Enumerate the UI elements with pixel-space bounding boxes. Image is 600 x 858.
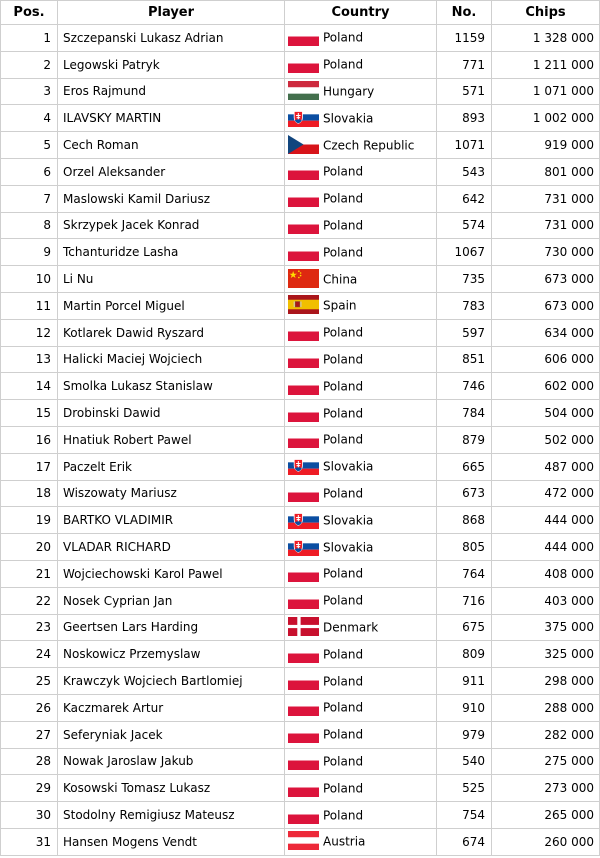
country-cell (285, 373, 437, 400)
country-name: Poland (323, 674, 364, 689)
country-name: Poland (323, 30, 364, 45)
poland-flag-icon (288, 429, 319, 448)
player-number-cell: 735 (437, 266, 492, 293)
chip-count-cell: 634 000 (492, 319, 600, 346)
player-name-cell: Seferyniak Jacek (58, 721, 285, 748)
poland-flag-icon (288, 242, 319, 261)
chip-count-cell: 444 000 (492, 534, 600, 561)
poland-flag-icon (288, 483, 319, 502)
player-number-cell: 771 (437, 51, 492, 78)
player-number-cell: 805 (437, 534, 492, 561)
table-row (1, 346, 600, 373)
spain-flag-icon (288, 295, 319, 314)
chip-count-cell: 1 002 000 (492, 105, 600, 132)
position-cell: 14 (1, 373, 58, 400)
position-cell: 2 (1, 51, 58, 78)
country-name: Hungary (323, 84, 375, 99)
position-cell: 4 (1, 105, 58, 132)
country-cell (285, 694, 437, 721)
table-row (1, 721, 600, 748)
table-row (1, 748, 600, 775)
country-cell (285, 185, 437, 212)
player-name-cell: Martin Porcel Miguel (58, 292, 285, 319)
table-row (1, 507, 600, 534)
poland-flag-icon (288, 349, 319, 368)
table-row (1, 641, 600, 668)
player-name-cell: Geertsen Lars Harding (58, 614, 285, 641)
country-name: Poland (323, 593, 364, 608)
country-cell (285, 319, 437, 346)
player-number-cell: 809 (437, 641, 492, 668)
country-cell (285, 587, 437, 614)
country-name: Slovakia (323, 111, 374, 126)
country-cell (285, 132, 437, 159)
position-cell: 28 (1, 748, 58, 775)
poland-flag-icon (288, 778, 319, 797)
position-cell: 18 (1, 480, 58, 507)
chip-count-cell: 260 000 (492, 828, 600, 855)
player-number-cell: 574 (437, 212, 492, 239)
poland-flag-icon (288, 215, 319, 234)
table-row (1, 132, 600, 159)
player-name-cell: Skrzypek Jacek Konrad (58, 212, 285, 239)
player-number-cell: 910 (437, 694, 492, 721)
country-cell (285, 292, 437, 319)
player-name-cell: Eros Rajmund (58, 78, 285, 105)
player-number-cell: 746 (437, 373, 492, 400)
player-number-cell: 665 (437, 453, 492, 480)
position-cell: 31 (1, 828, 58, 855)
position-cell: 15 (1, 400, 58, 427)
country-cell (285, 828, 437, 855)
chip-count-cell: 282 000 (492, 721, 600, 748)
position-cell: 9 (1, 239, 58, 266)
player-name-cell: Legowski Patryk (58, 51, 285, 78)
position-cell: 25 (1, 668, 58, 695)
poland-flag-icon (288, 54, 319, 73)
position-cell: 16 (1, 426, 58, 453)
poland-flag-icon (288, 403, 319, 422)
position-cell: 19 (1, 507, 58, 534)
player-number-cell: 673 (437, 480, 492, 507)
slovakia-flag-icon (288, 456, 319, 475)
chip-count-cell: 504 000 (492, 400, 600, 427)
position-cell: 20 (1, 534, 58, 561)
denmark-flag-icon (288, 617, 319, 636)
country-cell (285, 775, 437, 802)
player-name-cell: Orzel Aleksander (58, 158, 285, 185)
position-cell: 5 (1, 132, 58, 159)
table-row (1, 105, 600, 132)
player-name-cell: Nosek Cyprian Jan (58, 587, 285, 614)
position-cell: 11 (1, 292, 58, 319)
player-name-cell: Hnatiuk Robert Pawel (58, 426, 285, 453)
player-name-cell: Li Nu (58, 266, 285, 293)
position-cell: 17 (1, 453, 58, 480)
position-cell: 24 (1, 641, 58, 668)
chip-count-cell: 502 000 (492, 426, 600, 453)
table-row (1, 292, 600, 319)
country-name: Poland (323, 245, 364, 260)
country-cell (285, 400, 437, 427)
table-row (1, 587, 600, 614)
chip-count-cell: 1 211 000 (492, 51, 600, 78)
position-cell: 7 (1, 185, 58, 212)
player-name-cell: Kosowski Tomasz Lukasz (58, 775, 285, 802)
poland-flag-icon (288, 563, 319, 582)
player-name-cell: Tchanturidze Lasha (58, 239, 285, 266)
player-number-cell: 543 (437, 158, 492, 185)
poland-flag-icon (288, 805, 319, 824)
poland-flag-icon (288, 644, 319, 663)
poland-flag-icon (288, 751, 319, 770)
player-number-cell: 525 (437, 775, 492, 802)
position-cell: 26 (1, 694, 58, 721)
position-cell: 3 (1, 78, 58, 105)
country-cell (285, 158, 437, 185)
poland-flag-icon (288, 322, 319, 341)
poland-flag-icon (288, 161, 319, 180)
player-name-cell: VLADAR RICHARD (58, 534, 285, 561)
country-name: China (323, 272, 358, 287)
player-number-cell: 893 (437, 105, 492, 132)
country-name: Denmark (323, 620, 379, 635)
player-name-cell: Hansen Mogens Vendt (58, 828, 285, 855)
chip-count-cell: 408 000 (492, 560, 600, 587)
table-row (1, 25, 600, 52)
chip-count-cell: 487 000 (492, 453, 600, 480)
country-name: Poland (323, 727, 364, 742)
country-name: Poland (323, 808, 364, 822)
table-header-row (1, 1, 600, 25)
country-name: Poland (323, 191, 364, 206)
country-name: Slovakia (323, 459, 374, 474)
player-number-cell: 1067 (437, 239, 492, 266)
position-cell: 23 (1, 614, 58, 641)
table-row (1, 239, 600, 266)
country-cell (285, 614, 437, 641)
slovakia-flag-icon (288, 537, 319, 556)
player-number-cell: 642 (437, 185, 492, 212)
chip-count-cell: 472 000 (492, 480, 600, 507)
country-name: Austria (323, 834, 366, 849)
player-number-cell: 571 (437, 78, 492, 105)
chip-count-cell: 731 000 (492, 212, 600, 239)
position-cell: 13 (1, 346, 58, 373)
chip-count-cell: 1 328 000 (492, 25, 600, 52)
player-name-cell: Szczepanski Lukasz Adrian (58, 25, 285, 52)
poland-flag-icon (288, 590, 319, 609)
player-number-cell: 851 (437, 346, 492, 373)
position-cell: 21 (1, 560, 58, 587)
player-number-cell: 675 (437, 614, 492, 641)
chip-count-cell: 673 000 (492, 266, 600, 293)
table-row (1, 802, 600, 829)
country-cell (285, 721, 437, 748)
country-cell (285, 266, 437, 293)
chip-count-cell: 298 000 (492, 668, 600, 695)
chip-count-cell: 273 000 (492, 775, 600, 802)
chip-count-cell: 673 000 (492, 292, 600, 319)
player-name-cell: Cech Roman (58, 132, 285, 159)
country-cell (285, 641, 437, 668)
country-cell (285, 78, 437, 105)
player-name-cell: Krawczyk Wojciech Bartlomiej (58, 668, 285, 695)
country-name: Poland (323, 647, 364, 662)
chip-count-cell: 730 000 (492, 239, 600, 266)
country-cell (285, 426, 437, 453)
table-row (1, 78, 600, 105)
country-cell (285, 239, 437, 266)
player-number-cell: 764 (437, 560, 492, 587)
table-row (1, 266, 600, 293)
chip-count-cell: 265 000 (492, 802, 600, 829)
player-name-cell: Kotlarek Dawid Ryszard (58, 319, 285, 346)
player-name-cell: BARTKO VLADIMIR (58, 507, 285, 534)
player-number-cell: 784 (437, 400, 492, 427)
chip-count-cell: 288 000 (492, 694, 600, 721)
player-number-cell: 868 (437, 507, 492, 534)
player-name-cell: Wiszowaty Mariusz (58, 480, 285, 507)
chip-count-cell: 602 000 (492, 373, 600, 400)
chip-count-cell: 1 071 000 (492, 78, 600, 105)
position-cell: 30 (1, 802, 58, 829)
player-number-cell: 1159 (437, 25, 492, 52)
player-number-cell: 540 (437, 748, 492, 775)
country-name: Poland (323, 432, 364, 447)
country-cell (285, 212, 437, 239)
country-cell (285, 748, 437, 775)
country-cell (285, 480, 437, 507)
slovakia-flag-icon (288, 510, 319, 529)
column-header-pos: Pos. (1, 1, 58, 25)
country-name: Poland (323, 406, 364, 421)
hungary-flag-icon (288, 81, 319, 100)
austria-flag-icon (288, 831, 319, 850)
chip-count-cell: 375 000 (492, 614, 600, 641)
chip-count-cell: 403 000 (492, 587, 600, 614)
table-row (1, 373, 600, 400)
player-number-cell: 1071 (437, 132, 492, 159)
player-number-cell: 783 (437, 292, 492, 319)
table-row (1, 426, 600, 453)
poland-flag-icon (288, 376, 319, 395)
position-cell: 10 (1, 266, 58, 293)
position-cell: 12 (1, 319, 58, 346)
position-cell: 1 (1, 25, 58, 52)
chip-count-cell: 919 000 (492, 132, 600, 159)
player-name-cell: Paczelt Erik (58, 453, 285, 480)
country-name: Poland (323, 218, 364, 233)
table-row (1, 185, 600, 212)
table-row (1, 212, 600, 239)
poland-flag-icon (288, 188, 319, 207)
chip-count-cell: 444 000 (492, 507, 600, 534)
position-cell: 8 (1, 212, 58, 239)
table-row (1, 828, 600, 855)
position-cell: 22 (1, 587, 58, 614)
poland-flag-icon (288, 724, 319, 743)
country-cell (285, 51, 437, 78)
player-name-cell: Drobinski Dawid (58, 400, 285, 427)
player-number-cell: 979 (437, 721, 492, 748)
country-cell (285, 25, 437, 52)
table-row (1, 400, 600, 427)
table-row (1, 775, 600, 802)
player-name-cell: Wojciechowski Karol Pawel (58, 560, 285, 587)
country-name: Poland (323, 352, 364, 367)
player-number-cell: 597 (437, 319, 492, 346)
table-row (1, 158, 600, 185)
player-name-cell: Smolka Lukasz Stanislaw (58, 373, 285, 400)
table-row (1, 480, 600, 507)
player-name-cell: Halicki Maciej Wojciech (58, 346, 285, 373)
china-flag-icon (288, 269, 319, 288)
country-name: Slovakia (323, 513, 374, 528)
column-header-chips: Chips (492, 1, 600, 25)
chip-count-cell: 275 000 (492, 748, 600, 775)
poland-flag-icon (288, 671, 319, 690)
country-name: Poland (323, 781, 364, 796)
position-cell: 27 (1, 721, 58, 748)
table-row (1, 319, 600, 346)
country-name: Spain (323, 298, 357, 313)
country-name: Poland (323, 566, 364, 581)
position-cell: 29 (1, 775, 58, 802)
poland-flag-icon (288, 27, 319, 46)
chip-count-cell: 325 000 (492, 641, 600, 668)
country-cell (285, 453, 437, 480)
player-number-cell: 716 (437, 587, 492, 614)
column-header-country: Country (285, 1, 437, 25)
table-row (1, 51, 600, 78)
country-name: Poland (323, 754, 364, 769)
country-name: Poland (323, 379, 364, 394)
country-cell (285, 802, 437, 829)
player-number-cell: 911 (437, 668, 492, 695)
country-name: Poland (323, 57, 364, 72)
table-row (1, 614, 600, 641)
country-cell (285, 105, 437, 132)
player-name-cell: Maslowski Kamil Dariusz (58, 185, 285, 212)
position-cell: 6 (1, 158, 58, 185)
country-name: Poland (323, 700, 364, 715)
czech-flag-icon (288, 135, 319, 154)
column-header-player: Player (58, 1, 285, 25)
table-row (1, 560, 600, 587)
country-name: Slovakia (323, 540, 374, 555)
country-cell (285, 507, 437, 534)
country-name: Poland (323, 325, 364, 340)
country-name: Czech Republic (323, 138, 415, 153)
player-number-cell: 879 (437, 426, 492, 453)
chip-count-cell: 606 000 (492, 346, 600, 373)
country-name: Poland (323, 164, 364, 179)
player-name-cell: Stodolny Remigiusz Mateusz (58, 802, 285, 829)
table-row (1, 453, 600, 480)
player-name-cell: Kaczmarek Artur (58, 694, 285, 721)
table-row (1, 668, 600, 695)
country-cell (285, 560, 437, 587)
chip-count-cell: 731 000 (492, 185, 600, 212)
poland-flag-icon (288, 697, 319, 716)
table-row (1, 534, 600, 561)
player-name-cell: Nowak Jaroslaw Jakub (58, 748, 285, 775)
table-row (1, 694, 600, 721)
country-cell (285, 534, 437, 561)
country-cell (285, 668, 437, 695)
column-header-no: No. (437, 1, 492, 25)
player-name-cell: ILAVSKY MARTIN (58, 105, 285, 132)
country-name: Poland (323, 486, 364, 501)
chip-count-cell: 801 000 (492, 158, 600, 185)
player-name-cell: Noskowicz Przemyslaw (58, 641, 285, 668)
player-number-cell: 754 (437, 802, 492, 829)
country-cell (285, 346, 437, 373)
slovakia-flag-icon (288, 108, 319, 127)
player-number-cell: 674 (437, 828, 492, 855)
